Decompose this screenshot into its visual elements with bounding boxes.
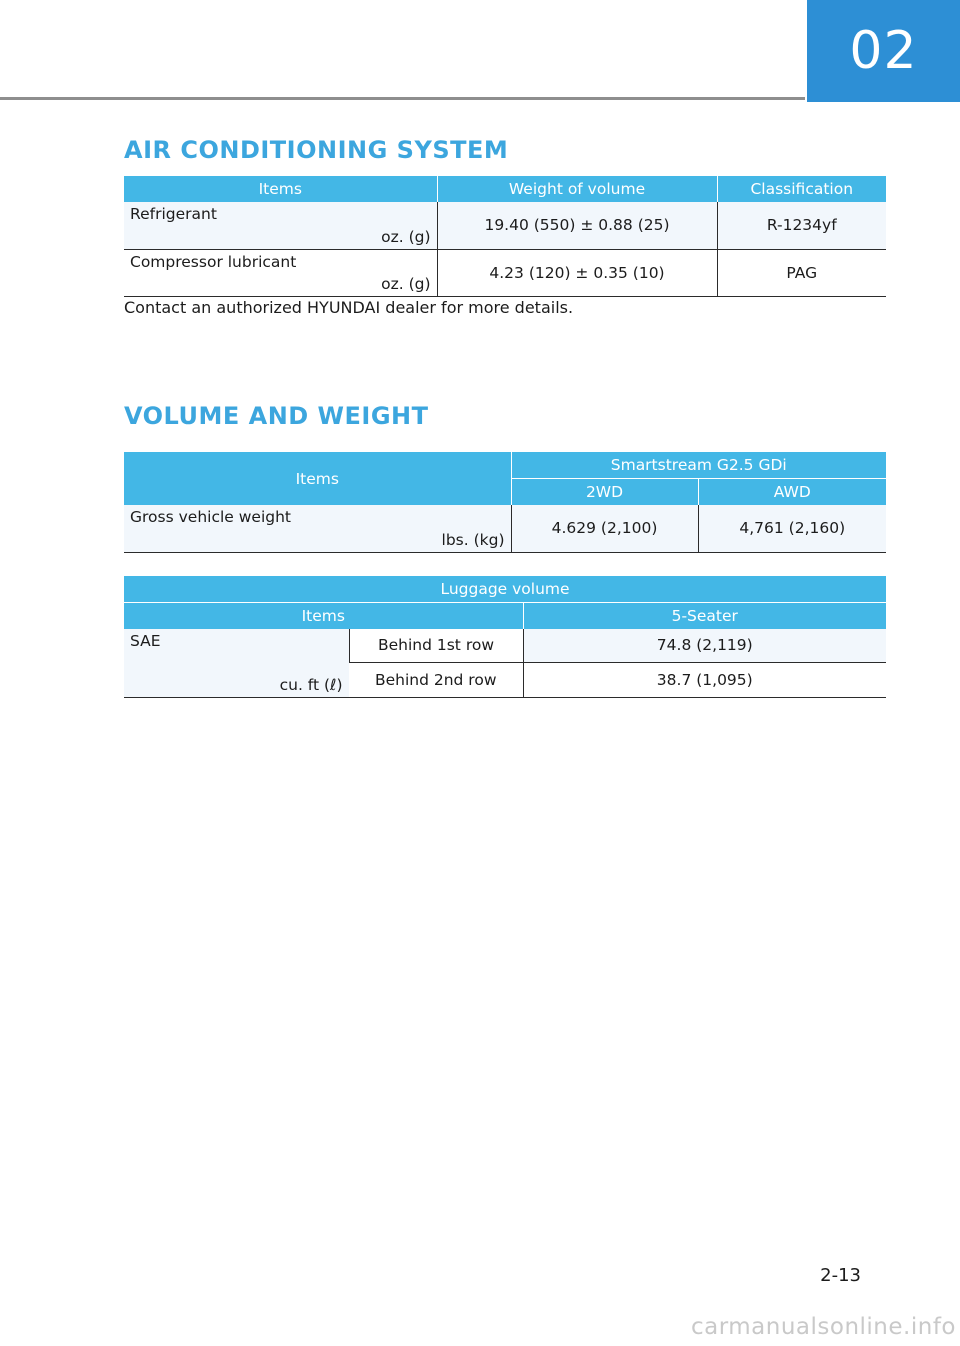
page-number: 2-13 [820,1265,861,1286]
vw-header-awd: AWD [698,479,886,506]
vw-item-label: Gross vehicle weight [130,508,291,526]
luggage-item-unit: cu. ft (ℓ) [279,675,343,694]
ac-weight-cell: 4.23 (120) ± 0.35 (10) [437,249,717,296]
ac-class-cell: PAG [717,249,886,296]
vw-table [124,451,886,553]
ac-item-unit: oz. (g) [381,227,431,246]
ac-header-weight: Weight of volume [437,176,717,203]
luggage-row-value: 74.8 (2,119) [523,629,886,662]
ac-header-class: Classification [717,176,886,203]
vw-item-cell [124,505,511,552]
header-rule [0,97,805,100]
luggage-item-label: SAE [130,632,161,650]
ac-note: Contact an authorized HYUNDAI dealer for more details. [124,298,574,317]
vw-item-unit: lbs. (kg) [441,530,505,549]
luggage-header-row [124,603,886,630]
vw-section-title: VOLUME AND WEIGHT [124,402,429,430]
ac-header-row [124,176,886,203]
vw-header-engine: Smartstream G2.5 GDi [511,452,886,479]
vw-awd-cell: 4,761 (2,160) [698,505,886,552]
ac-item-label: Refrigerant [130,205,217,223]
vw-header-items: Items [124,452,511,506]
ac-table [124,175,886,297]
luggage-item-cell [124,629,349,697]
watermark: carmanualsonline.info [690,1314,956,1340]
ac-section-title: AIR CONDITIONING SYSTEM [124,136,509,164]
ac-weight-cell: 19.40 (550) ± 0.88 (25) [437,202,717,249]
luggage-title: Luggage volume [124,576,886,603]
vw-header-2wd: 2WD [511,479,698,506]
table-row [124,249,886,296]
chapter-tab: 02 [807,0,960,102]
luggage-row-label: Behind 2nd row [349,662,523,697]
table-row [124,202,886,249]
ac-class-cell: R-1234yf [717,202,886,249]
ac-header-items: Items [124,176,437,203]
ac-item-unit: oz. (g) [381,274,431,293]
luggage-header-items: Items [124,603,523,630]
table-row [124,629,886,662]
luggage-table [124,575,886,698]
luggage-row-label: Behind 1st row [349,629,523,662]
vw-header-row [124,452,886,479]
vw-2wd-cell: 4.629 (2,100) [511,505,698,552]
ac-item-cell [124,202,437,249]
ac-item-cell [124,249,437,296]
luggage-title-row [124,576,886,603]
luggage-header-seater: 5-Seater [523,603,886,630]
table-row [124,505,886,552]
luggage-row-value: 38.7 (1,095) [523,662,886,697]
ac-item-label: Compressor lubricant [130,252,297,271]
